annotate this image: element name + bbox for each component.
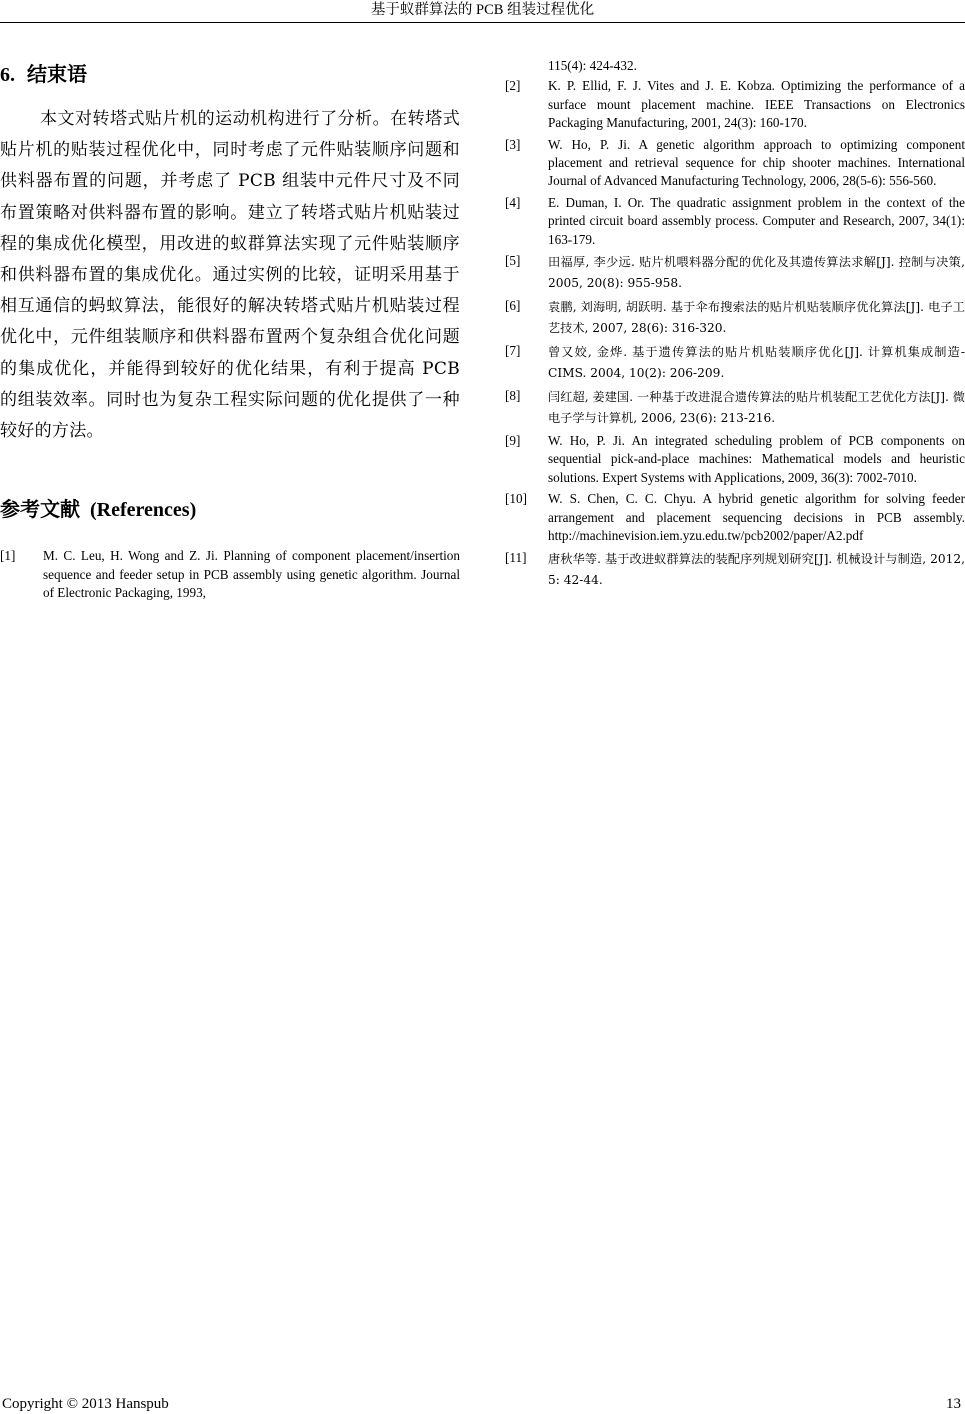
reference-item — [505, 549, 965, 591]
reference-number: [3] — [505, 136, 521, 152]
reference-number: [1] — [0, 548, 16, 564]
reference-text: 田福厚, 李少远. 贴片机喂料器分配的优化及其遗传算法求解[J]. 控制与决策, 2005, 20(8): 955-958. — [548, 255, 965, 291]
left-column — [0, 58, 460, 605]
reference-number: [5] — [505, 253, 521, 269]
reference-text: W. Ho, P. Ji. A genetic algorithm approach to optimizing component placement and retrieval sequence for chip shooter machines. International Journal of Advanced Manufacturing Technology, 2006, 28(5-6): 556-560. — [548, 136, 965, 189]
reference-number: [8] — [505, 388, 521, 404]
section-number: 6. — [0, 64, 15, 86]
reference-item — [505, 490, 965, 545]
reference-number: [2] — [505, 78, 521, 94]
reference-text: 唐秋华等. 基于改进蚁群算法的装配序列规划研究[J]. 机械设计与制造, 2012, 5: 42-44. — [548, 551, 965, 587]
running-header: 基于蚁群算法的 PCB 组装过程优化 — [370, 2, 595, 18]
page-footer — [0, 1394, 965, 1414]
reference-text: W. S. Chen, C. C. Chyu. A hybrid genetic algorithm for solving feeder arrangement and placement sequencing decisions in PCB assembly. http://machinevision.iem.yzu.edu.tw/pcb2002/paper/A2.pdf — [548, 491, 965, 544]
reference-item — [505, 387, 965, 429]
references-title-cn: 参考文献 — [0, 499, 80, 522]
reference-list-left — [0, 547, 460, 602]
conclusion-heading — [0, 58, 460, 92]
reference-item — [0, 547, 460, 602]
reference-number: [9] — [505, 433, 521, 449]
reference-number: [6] — [505, 298, 521, 314]
references-heading — [0, 493, 460, 527]
conclusion-paragraph: 本文对转塔式贴片机的运动机构进行了分析。在转塔式贴片机的贴装过程优化中，同时考虑了元件贴装顺序问题和供料器布置的问题，并考虑了 PCB 组装中元件尺寸及不同布置策略对供料器布置的影响。建立了转塔式贴片机贴装过程的集成优化模型，用改进的蚁群算法实现了元件贴装顺序和供料器布置的集成优化。通过实例的比较，证明采用基于相互通信的蚂蚁算法，能很好的解决转塔式贴片机贴装过程优化中，元件组装顺序和供料器布置两个复杂组合优化问题的集成优化，并能得到较好的优化结果，有利于提高 PCB 的组装效率。同时也为复杂工程实际问题的优化提供了一种较好的方法。 — [0, 109, 460, 442]
reference-text: 袁鹏, 刘海明, 胡跃明. 基于伞布搜索法的贴片机贴装顺序优化算法[J]. 电子工艺技术, 2007, 28(6): 316-320. — [548, 300, 965, 336]
reference-number: [4] — [505, 194, 521, 210]
reference-item — [505, 432, 965, 487]
reference-text: K. P. Ellid, F. J. Vites and J. E. Kobza. Optimizing the performance of a surface mount placement machine. IEEE Transactions on Electronics Packaging Manufacturing, 2001, 24(3): 160-170. — [548, 78, 965, 131]
reference-number: [10] — [505, 491, 527, 507]
reference-item — [505, 252, 965, 294]
reference-text: 闫红超, 姜建国. 一种基于改进混合遗传算法的贴片机装配工艺优化方法[J]. 微电子学与计算机, 2006, 23(6): 213-216. — [548, 390, 965, 426]
page-number: 13 — [946, 1396, 961, 1412]
reference-item — [505, 297, 965, 339]
reference-number: [11] — [505, 549, 527, 565]
reference-text: W. Ho, P. Ji. An integrated scheduling problem of PCB components on sequential pick-and-place machines: Mathematical models and heuristic solutions. Expert Systems with Applications, 2009, 36(3): 7002-7010. — [548, 433, 965, 485]
reference-text: 曾又姣, 金烨. 基于遗传算法的贴片机贴装顺序优化[J]. 计算机集成制造-CIMS. 2004, 10(2): 206-209. — [548, 345, 965, 381]
reference-continuation: 115(4): 424-432. — [548, 58, 637, 73]
reference-item — [505, 194, 965, 249]
reference-text: E. Duman, I. Or. The quadratic assignment problem in the context of the printed circuit board assembly process. Computer and Research, 2007, 34(1): 163-179. — [548, 194, 965, 247]
header-divider — [0, 22, 965, 23]
references-title-en: (References) — [90, 499, 197, 522]
reference-item — [505, 136, 965, 191]
section-title: 结束语 — [27, 64, 87, 86]
right-column — [505, 57, 965, 594]
reference-number: [7] — [505, 343, 521, 359]
reference-item — [505, 77, 965, 132]
reference-item — [505, 342, 965, 384]
copyright-notice: Copyright © 2013 Hanspub — [2, 1396, 169, 1412]
reference-list-right — [505, 77, 965, 590]
reference-text: M. C. Leu, H. Wong and Z. Ji. Planning of component placement/insertion sequence and feeder setup in PCB assembly using genetic algorithm. Journal of Electronic Packaging, 1993, — [43, 548, 460, 601]
